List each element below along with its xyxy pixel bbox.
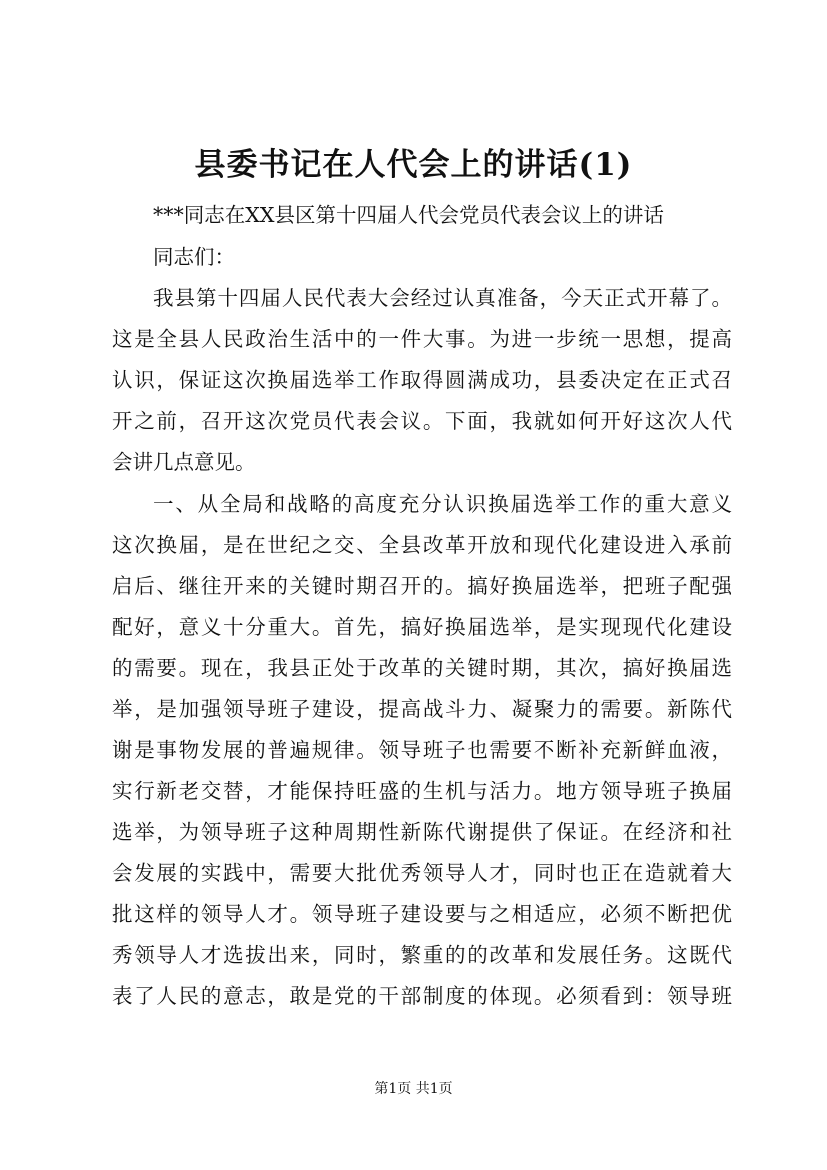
paragraph-2-line-9: 会发展的实践中，需要大批优秀领导人才，同时也正在造就着大 [112, 861, 732, 885]
paragraph-2-line-5: 举，是加强领导班子建设，提高战斗力、凝聚力的需要。新陈代 [112, 697, 732, 721]
paragraph-1-line-5: 会讲几点意见。 [112, 450, 256, 474]
paragraph-2-line-10: 批这样的领导人才。领导班子建设要与之相适应，必须不断把优 [112, 902, 732, 926]
paragraph-2-line-2: 启后、继往开来的关键时期召开的。搞好换届选举，把班子配强 [112, 574, 732, 598]
paragraph-1-line-4: 开之前，召开这次党员代表会议。下面，我就如何开好这次人代 [112, 409, 732, 433]
paragraph-2-line-3: 配好，意义十分重大。首先，搞好换届选举，是实现现代化建设 [112, 615, 732, 639]
paragraph-1-line-1: 我县第十四届人民代表大会经过认真准备，今天正式开幕了。 [153, 286, 732, 310]
page-number-footer: 第1页 共1页 [374, 1081, 453, 1097]
paragraph-1-line-3: 认识，保证这次换届选举工作取得圆满成功，县委决定在正式召 [112, 368, 732, 392]
paragraph-2-line-8: 选举，为领导班子这种周期性新陈代谢提供了保证。在经济和社 [112, 820, 732, 844]
paragraph-2-line-11: 秀领导人才选拔出来，同时，繁重的的改革和发展任务。这既代 [112, 943, 732, 967]
salutation: 同志们： [153, 245, 235, 269]
paragraph-2-line-4: 的需要。现在，我县正处于改革的关键时期，其次，搞好换届选 [112, 656, 732, 680]
paragraph-2-line-1: 这次换届，是在世纪之交、全县改革开放和现代化建设进入承前 [112, 533, 732, 557]
document-title: 县委书记在人代会上的讲话(1) [194, 147, 633, 183]
paragraph-2-line-6: 谢是事物发展的普遍规律。领导班子也需要不断补充新鲜血液， [112, 738, 732, 762]
document-subtitle: ***同志在XX县区第十四届人代会党员代表会议上的讲话 [153, 203, 664, 227]
paragraph-1-line-2: 这是全县人民政治生活中的一件大事。为进一步统一思想，提高 [112, 327, 732, 351]
section-1-heading: 一、从全局和战略的高度充分认识换届选举工作的重大意义 [153, 492, 732, 516]
paragraph-2-line-12: 表了人民的意志，敢是党的干部制度的体现。必须看到：领导班 [112, 984, 732, 1008]
paragraph-2-line-7: 实行新老交替，才能保持旺盛的生机与活力。地方领导班子换届 [112, 779, 732, 803]
